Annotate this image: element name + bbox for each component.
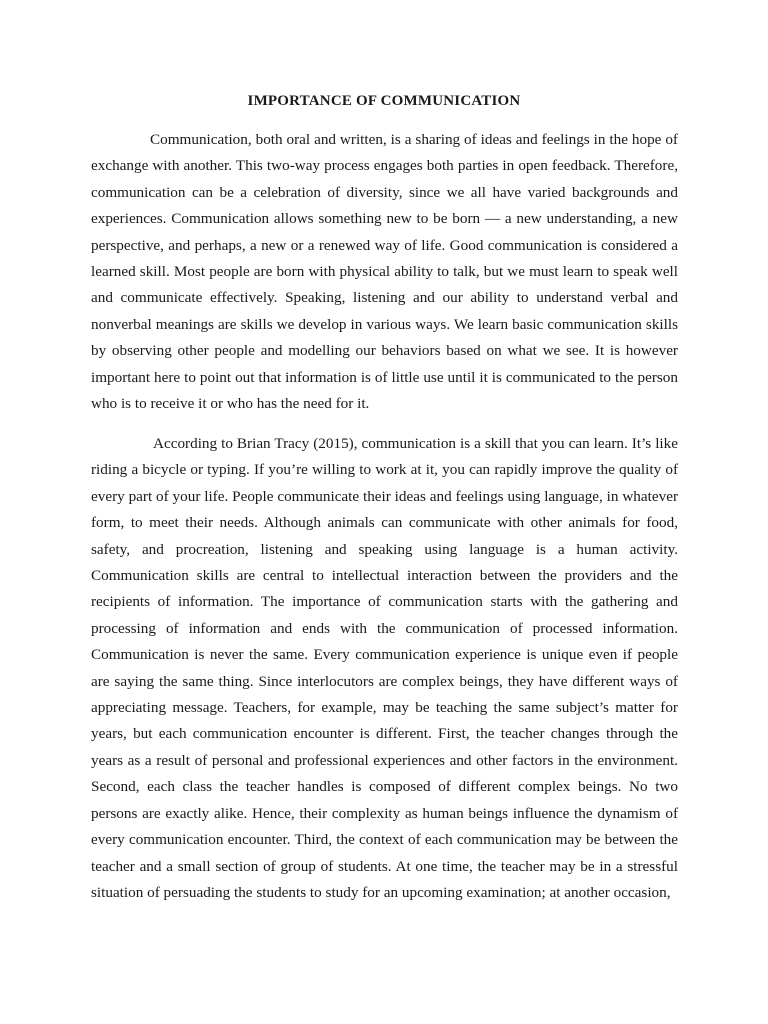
paragraph-2: According to Brian Tracy (2015), communication is a skill that you can learn. It’s like riding a bicycle or typing. If you’re willing to work at it, you can rapidly improve the quality of every part of your life. People communicate their ideas and feelings using language, in whatever form, to meet their needs. Although animals can communicate with other animals for food, safety, and procreation, listening and speaking using language is a human activity. Communication skills are central to intellectual interaction between the providers and the recipients of information. The importance of communication starts with the gathering and processing of information and ends with the communication of processed information. Communication is never the same. Every communication experience is unique even if people are saying the same thing. Since interlocutors are complex beings, they have different ways of appreciating message. Teachers, for example, may be teaching the same subject’s matter for years, but each communication encounter is different. First, the teacher changes through the years as a result of personal and professional experiences and other factors in the environment. Second, each class the teacher handles is composed of different complex beings. No two persons are exactly alike. Hence, their complexity as human beings influence the dynamism of every communication encounter. Third, the context of each communication may be between the teacher and a small section of group of students. At one time, the teacher may be in a stressful situation of persuading the students to study for an upcoming examination; at another occasion, bbox=[91, 435, 678, 901]
document-title: IMPORTANCE OF COMMUNICATION bbox=[247, 93, 521, 109]
paragraph-1: Communication, both oral and written, is a sharing of ideas and feelings in the hope of exchange with another. This two-way process engages both parties in open feedback. Therefore, communication can be a celebration of diversity, since we all have varied backgrounds and experiences. Communication allows something new to be born — a new understanding, a new perspective, and perhaps, a new or a renewed way of life. Good communication is considered a learned skill. Most people are born with physical ability to talk, but we must learn to speak well and communicate effectively. Speaking, listening and our ability to understand verbal and nonverbal meanings are skills we develop in various ways. We learn basic communication skills by observing other people and modelling our behaviors based on what we see. It is however important here to point out that information is of little use until it is communicated to the person who is to receive it or who has the need for it. bbox=[91, 131, 678, 413]
